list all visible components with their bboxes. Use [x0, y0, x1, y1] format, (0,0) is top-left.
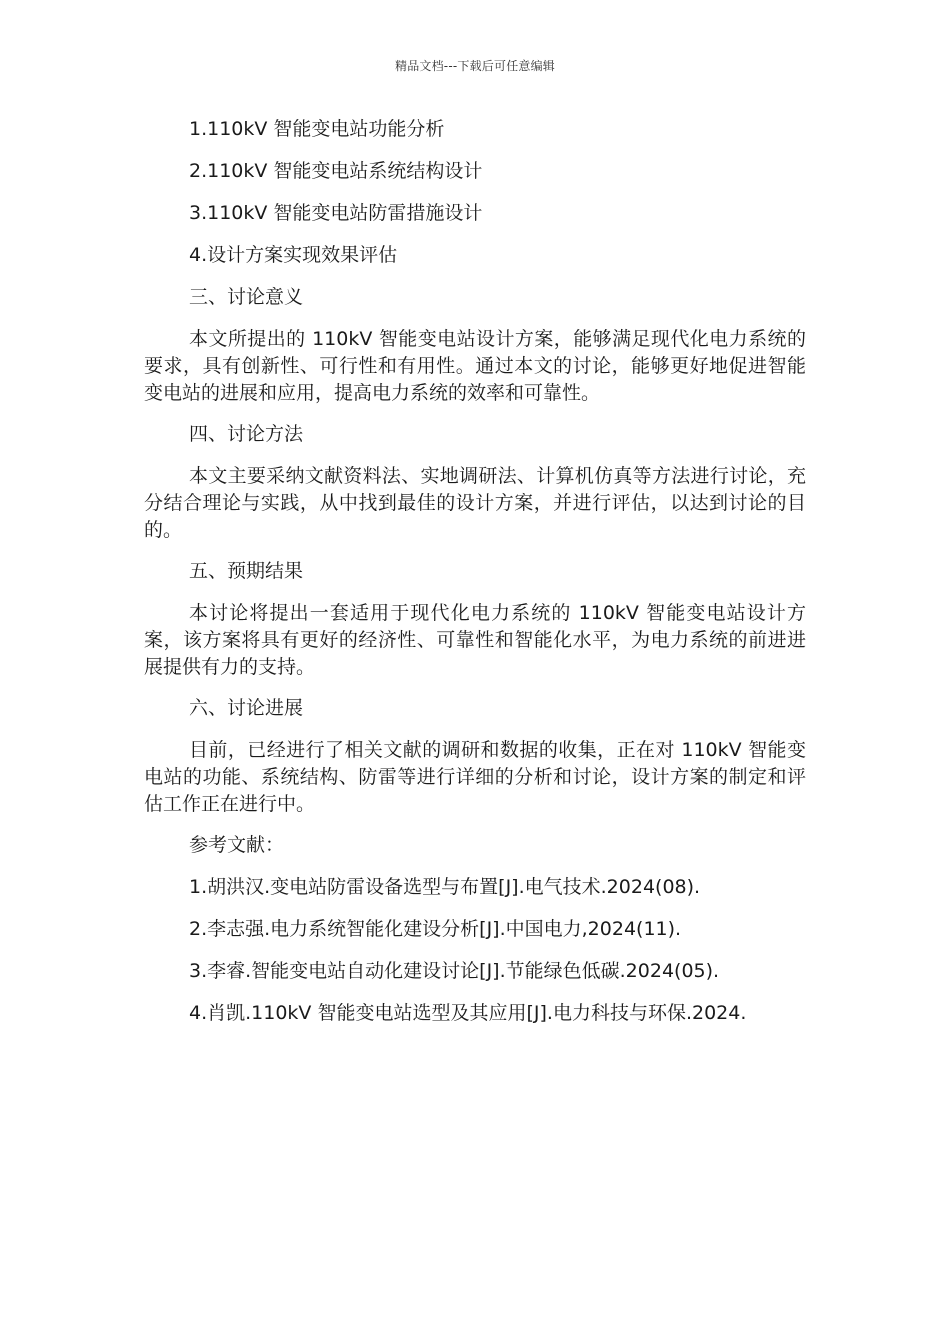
section-paragraph: 本文所提出的 110kV 智能变电站设计方案，能够满足现代化电力系统的要求，具有创新性、可行性和有用性。通过本文的讨论，能够更好地促进智能变电站的进展和应用，提高电力系统的效率和可靠性。	[144, 328, 806, 404]
section-heading: 四、讨论方法	[189, 423, 304, 445]
section-heading: 五、预期结果	[189, 560, 304, 582]
reference-item: 1.胡洪汉.变电站防雷设备选型与布置[J].电气技术.2024(08).	[189, 876, 701, 898]
section-paragraph: 本文主要采纳文献资料法、实地调研法、计算机仿真等方法进行讨论，充分结合理论与实践，从中找到最佳的设计方案，并进行评估，以达到讨论的目的。	[144, 465, 806, 541]
document-body	[144, 116, 806, 1042]
outline-item: 4.设计方案实现效果评估	[189, 244, 398, 266]
outline-item: 1.110kV 智能变电站功能分析	[189, 118, 445, 140]
reference-item: 2.李志强.电力系统智能化建设分析[J].中国电力,2024(11).	[189, 918, 682, 940]
section-paragraph: 本讨论将提出一套适用于现代化电力系统的 110kV 智能变电站设计方案，该方案将具有更好的经济性、可靠性和智能化水平，为电力系统的前进进展提供有力的支持。	[144, 602, 806, 678]
reference-item: 3.李睿.智能变电站自动化建设讨论[J].节能绿色低碳.2024(05).	[189, 960, 720, 982]
section-heading: 三、讨论意义	[189, 286, 304, 308]
outline-item: 2.110kV 智能变电站系统结构设计	[189, 160, 483, 182]
page-header: 精品文档---下载后可任意编辑	[395, 59, 555, 73]
section-paragraph: 目前，已经进行了相关文献的调研和数据的收集，正在对 110kV 智能变电站的功能、系统结构、防雷等进行详细的分析和讨论，设计方案的制定和评估工作正在进行中。	[144, 739, 806, 815]
reference-item: 4.肖凯.110kV 智能变电站选型及其应用[J].电力科技与环保.2024.	[189, 1002, 747, 1024]
outline-item: 3.110kV 智能变电站防雷措施设计	[189, 202, 483, 224]
references-heading: 参考文献：	[189, 834, 285, 856]
section-heading: 六、讨论进展	[189, 697, 304, 719]
